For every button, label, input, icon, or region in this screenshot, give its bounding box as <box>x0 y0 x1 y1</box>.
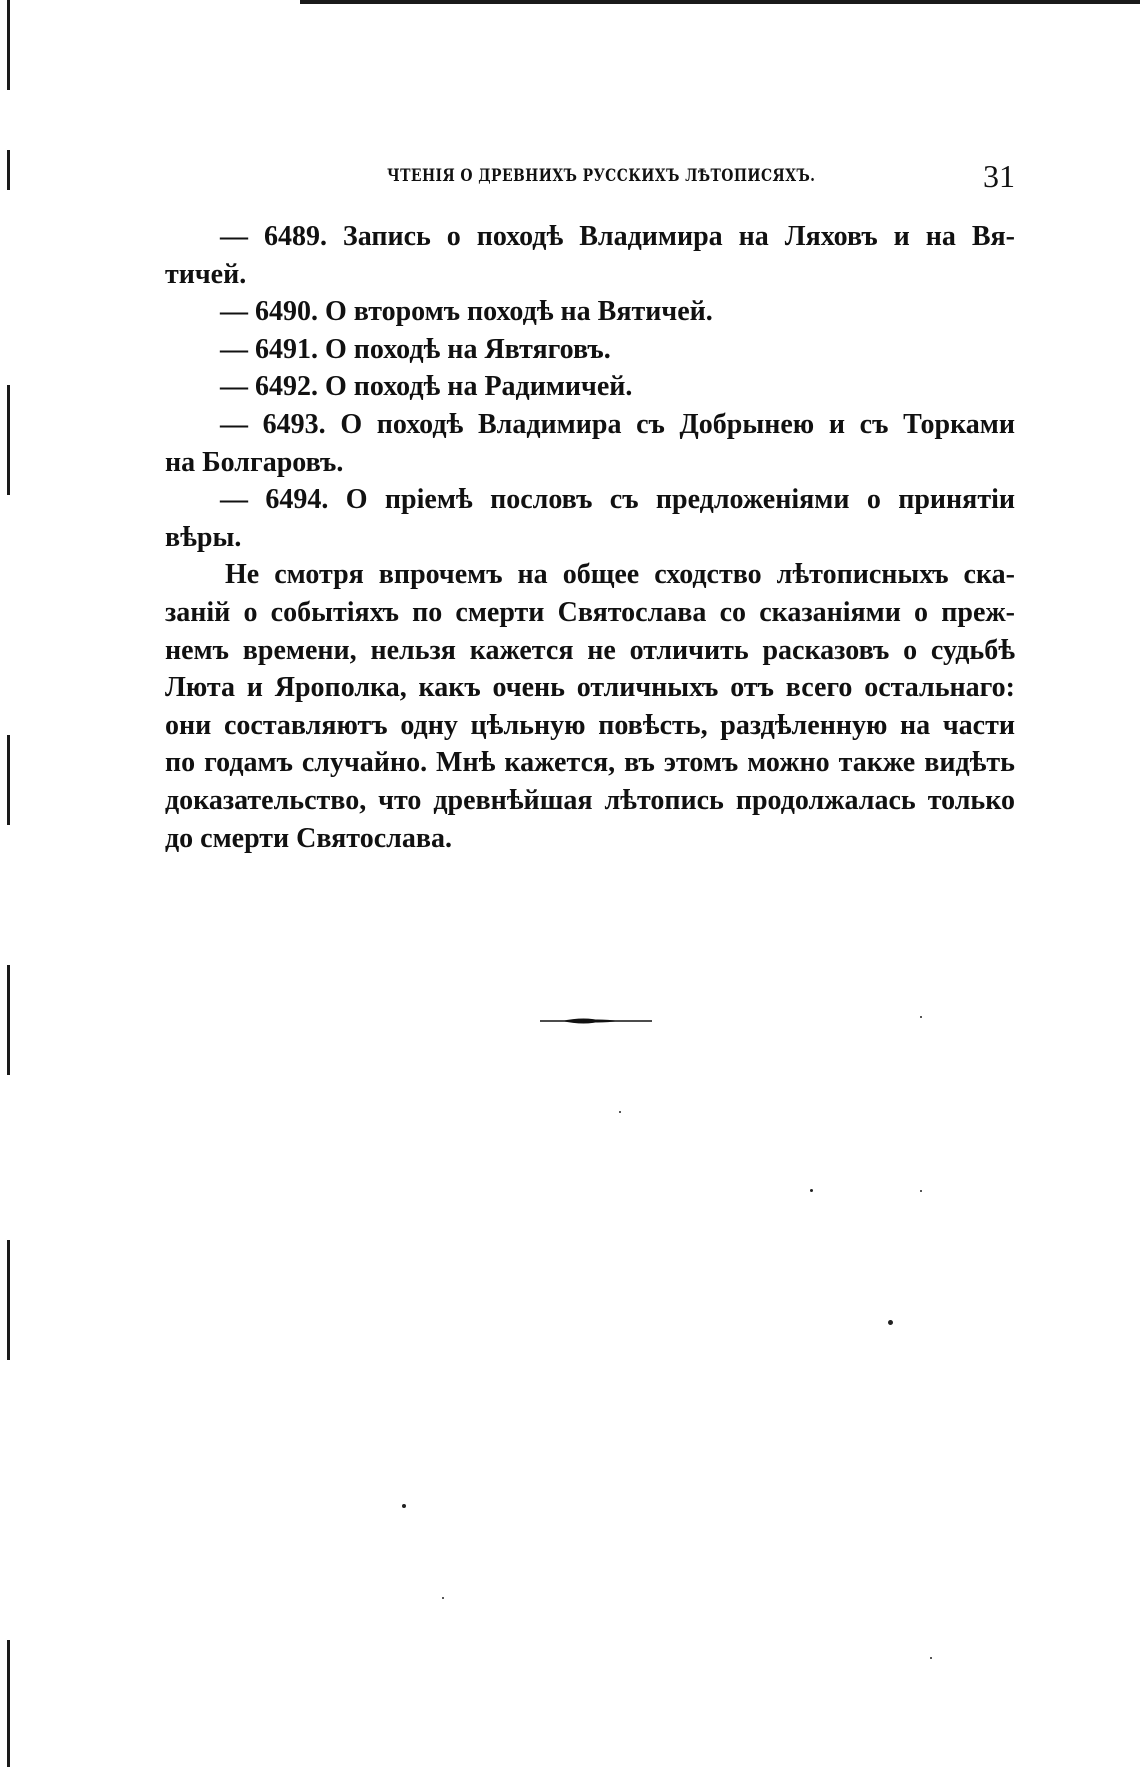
scan-edge-mark <box>7 385 10 495</box>
scan-edge-mark <box>7 735 10 825</box>
scan-edge-mark <box>7 1640 10 1767</box>
entry-line: — 6492. О походѣ на Радимичей. <box>220 371 633 403</box>
paragraph-line: заній о событіяхъ по смерти Святослава со сказаніями о преж- <box>165 596 1015 628</box>
scan-speck <box>920 1016 922 1018</box>
ornament-rule <box>540 1016 652 1026</box>
page-number: 31 <box>983 158 1015 194</box>
scan-speck <box>810 1189 813 1192</box>
scan-speck <box>402 1504 406 1508</box>
paragraph-line: Люта и Ярополка, какъ очень отличныхъ отъ всего остальнаго: <box>165 672 1015 704</box>
entry-line: тичей. <box>165 258 247 290</box>
entry-line: — 6489. Запись о походѣ Владимира на Ляховъ и на Вя- <box>220 221 1015 252</box>
entry-line: вѣры. <box>165 521 242 553</box>
entry-line: — 6491. О походѣ на Явтяговъ. <box>220 333 611 365</box>
paragraph-line: доказательство, что древнѣйшая лѣтопись продолжалась только <box>165 784 1015 816</box>
scan-top-rule <box>300 0 1140 4</box>
entry-line: — 6490. О второмъ походѣ на Вятичей. <box>220 296 713 328</box>
scan-speck <box>888 1320 893 1325</box>
scan-edge-mark <box>7 1240 10 1360</box>
paragraph-line: немъ времени, нельзя кажется не отличить расказовъ о судьбѣ <box>165 634 1015 666</box>
running-head: ЧТЕНІЯ О ДРЕВНИХЪ РУССКИХЪ ЛѢТОПИСЯХЪ. <box>387 166 816 186</box>
paragraph-line: они составляютъ одну цѣльную повѣсть, раздѣленную на части <box>165 709 1015 741</box>
scan-speck <box>442 1597 444 1599</box>
entry-line: — 6493. О походѣ Владимира съ Добрынею и съ Торками <box>220 408 1015 440</box>
scan-speck <box>920 1190 922 1192</box>
body-text <box>165 218 1015 857</box>
scan-edge-mark <box>7 0 10 90</box>
paragraph-line: до смерти Святослава. <box>165 822 452 854</box>
scan-edge-mark <box>7 150 10 190</box>
paragraph-line: по годамъ случайно. Мнѣ кажется, въ этомъ можно также видѣть <box>165 747 1015 779</box>
entry-line: на Болгаровъ. <box>165 446 344 478</box>
page-header <box>165 158 1015 198</box>
paragraph-line: Не смотря впрочемъ на общее сходство лѣтописныхъ ска- <box>225 559 1015 591</box>
scan-speck <box>930 1657 932 1659</box>
scan-speck <box>619 1111 621 1113</box>
entry-line: — 6494. О пріемѣ пословъ съ предложеніями о принятіи <box>220 484 1015 516</box>
scan-edge-mark <box>7 965 10 1075</box>
